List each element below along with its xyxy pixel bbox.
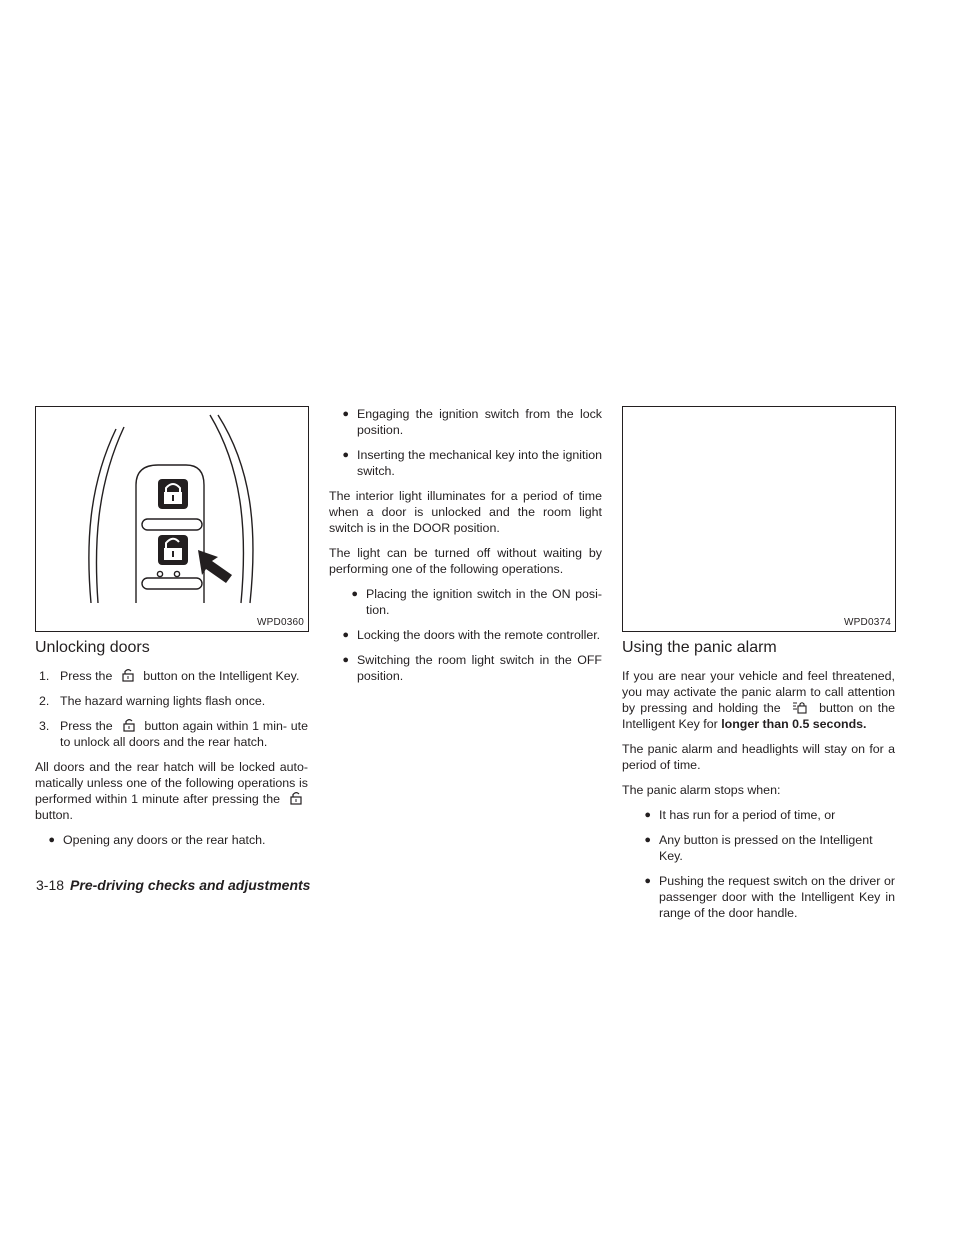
turn-off-paragraph: The light can be turned off without waiting by performing one of the following operations.	[329, 546, 602, 576]
figure-key-fob-unlock	[35, 406, 309, 632]
list-item: ● Opening any doors or the rear hatch.	[48, 833, 266, 847]
list-item: ● Inserting the mechanical key into the ignition switch.	[342, 448, 602, 478]
column-middle	[329, 406, 602, 693]
list-item: ● Switching the room light switch in the OFF position.	[342, 653, 602, 683]
unlock-button-icon	[123, 718, 135, 732]
lock-icon	[158, 479, 188, 509]
panic-button-icon	[792, 701, 808, 714]
panic-duration-paragraph: The panic alarm and headlights will stay on for a period of time.	[622, 742, 895, 772]
heading-panic-alarm: Using the panic alarm	[622, 639, 777, 656]
figure-label: WPD0360	[257, 617, 304, 628]
step-2: 2. The hazard warning lights flash once.	[39, 694, 266, 708]
page-number: 3-18	[36, 877, 65, 893]
list-item: ● Pushing the request switch on the driver or passenger door with the Intelligent Key in range of the door handle.	[644, 874, 895, 920]
section-title: Pre-driving checks and adjustments	[70, 877, 311, 893]
interior-light-paragraph: The interior light illuminates for a period of time when a door is unlocked and the room light switch is in the DOOR position.	[329, 489, 602, 535]
list-item: ● It has run for a period of time, or	[644, 808, 836, 822]
step-3: 3. Press the button again within 1 min- ute to unlock all doors and the rear hatch.	[39, 719, 308, 749]
list-item: ● Any button is pressed on the Intelligent Key.	[644, 833, 873, 863]
figure-panic-alarm	[622, 406, 896, 632]
unlock-button-icon	[122, 668, 134, 682]
column-left	[35, 638, 308, 857]
key-fob-illustration	[36, 407, 308, 631]
panic-activate-paragraph: If you are near your vehicle and feel threatened, you may activate the panic alarm to call attention by pressing and holding the button on the Intelligent Key for longer than 0.5 seconds.	[622, 669, 895, 731]
unlock-icon	[158, 535, 188, 565]
page-footer	[36, 876, 310, 894]
list-item: ● Placing the ignition switch in the ON posi- tion.	[351, 587, 602, 617]
arrow-icon	[198, 550, 232, 583]
step-1: 1. Press the button on the Intelligent Key.	[39, 669, 300, 683]
list-item: ● Engaging the ignition switch from the lock position.	[342, 407, 602, 437]
auto-lock-paragraph: All doors and the rear hatch will be locked auto- matically unless one of the following operations is performed within 1 minute after pressing the button.	[35, 760, 308, 822]
heading-unlocking-doors: Unlocking doors	[35, 639, 150, 656]
unlock-button-icon	[290, 791, 302, 805]
list-item: ● Locking the doors with the remote controller.	[342, 628, 601, 642]
figure-label: WPD0374	[844, 617, 891, 628]
column-right	[622, 638, 895, 930]
panic-stops-paragraph: The panic alarm stops when:	[622, 783, 781, 797]
